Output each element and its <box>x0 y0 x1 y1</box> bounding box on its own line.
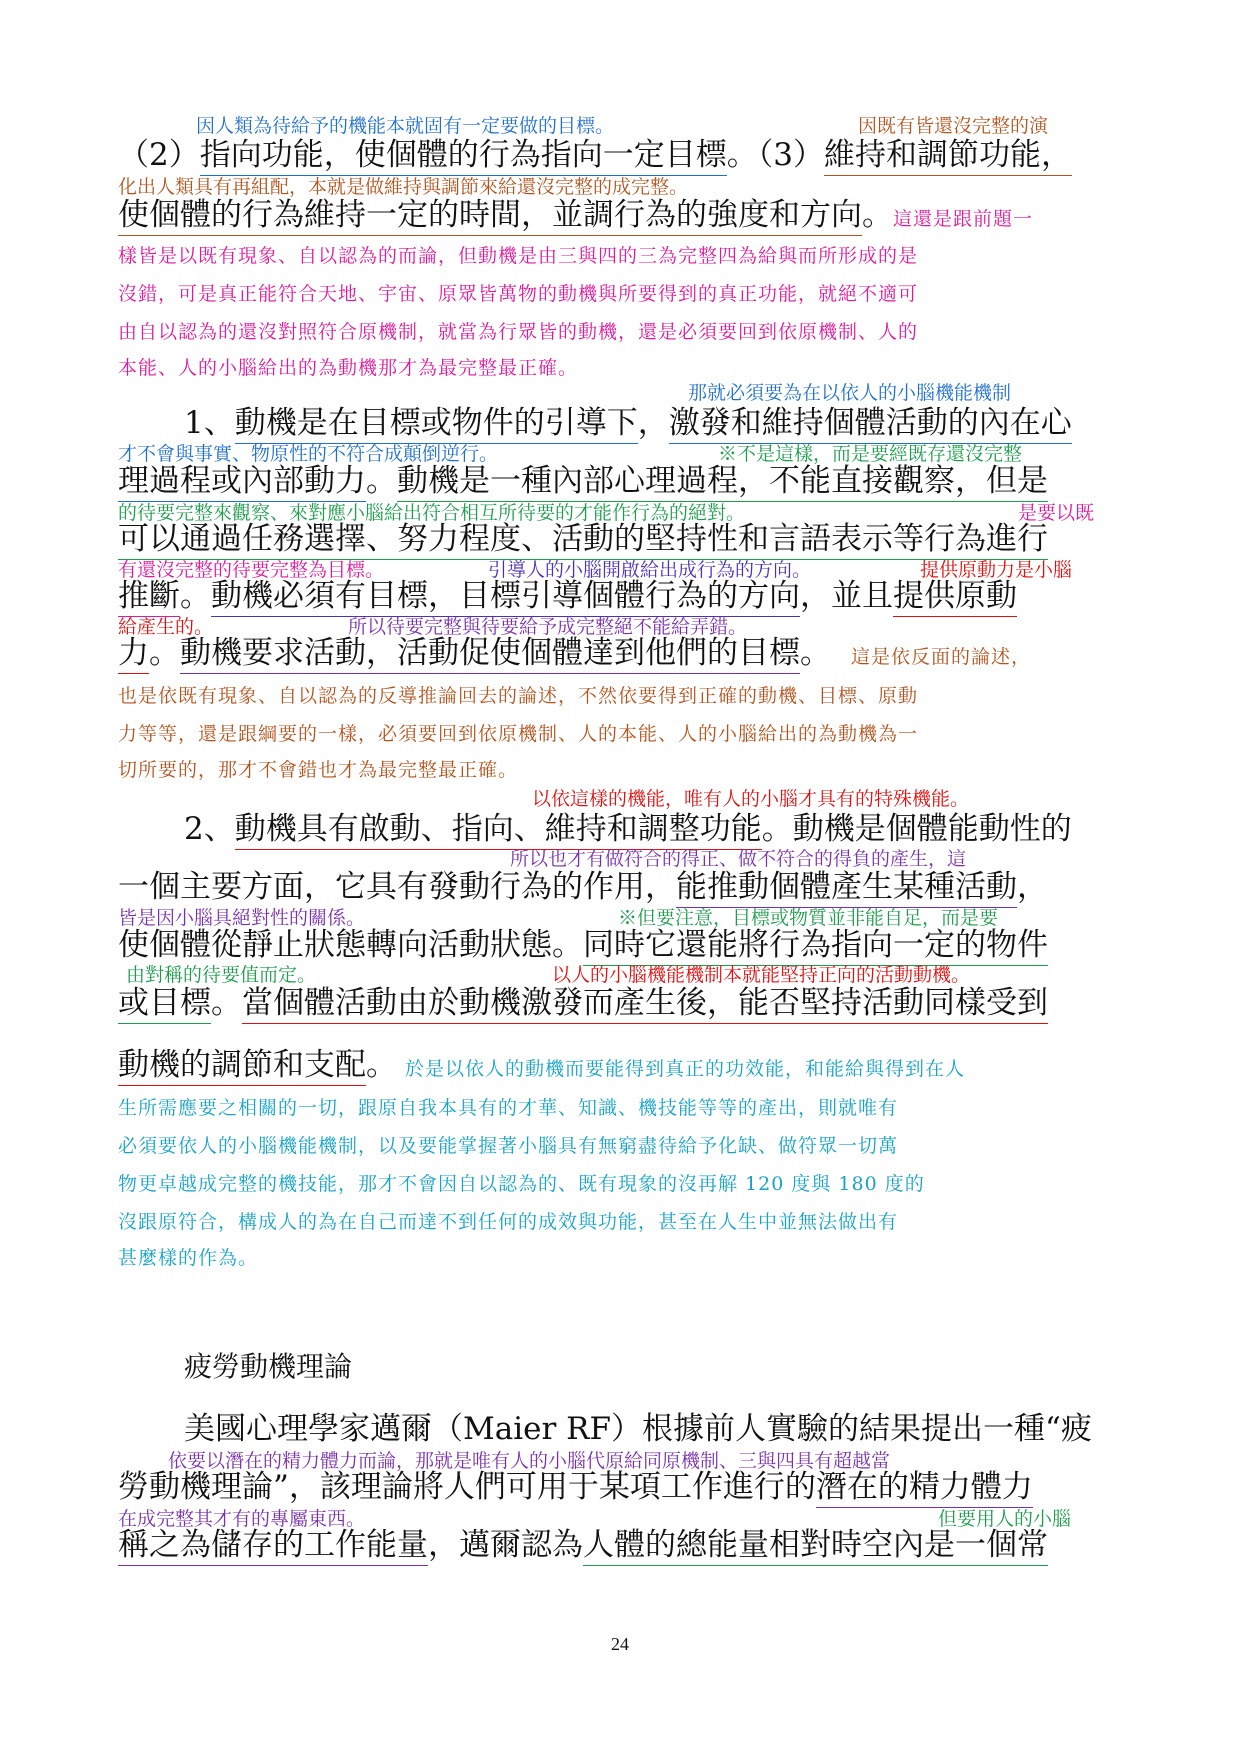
main-text-line <box>118 808 1130 850</box>
underlined-text: 人體的總能量相對時空內是一個常 <box>583 1527 1048 1566</box>
annotation: 依要以潛在的精力體力而論，那就是唯有人的小腦代原給同原機制、三與四具有超越當 <box>168 1450 891 1472</box>
text-run: 。 <box>800 635 831 671</box>
annotation: ※但要注意，目標或物質並非能自足，而是要 <box>618 907 999 929</box>
main-text-line <box>118 575 1130 617</box>
underlined-text: 動機必須有目標，目標引導個體行為的方向 <box>211 578 800 617</box>
annotation: 有還沒完整的待要完整為目標。 <box>118 559 385 581</box>
underlined-text: 動機的調節和支配 <box>118 1047 366 1086</box>
section-heading: 疲勞動機理論 <box>184 1350 353 1383</box>
annotation: 在成完整其才有的專屬東西。 <box>118 1508 366 1530</box>
text-run: 。 <box>862 197 893 233</box>
text-run: 。 <box>180 578 211 614</box>
annotation: 那就必須要為在以依人的小腦機能機制 <box>688 382 1012 404</box>
annotation: ※不是這樣，而是要經既存還沒完整 <box>718 443 1023 465</box>
underlined-text: 動機要求活動，活動促使個體達到他們的目標 <box>180 635 800 674</box>
text-run: ， <box>637 405 669 441</box>
comment-line: 生所需應要之相關的一切，跟原自我本具有的才華、知識、機技能等等的產出，則就唯有 <box>118 1097 899 1119</box>
annotation: 給產生的。 <box>118 616 214 638</box>
main-text-line <box>118 194 1130 236</box>
annotation: 提供原動力是小腦 <box>920 559 1073 581</box>
comment-text: 於是以依人的動機而要能得到真正的功效能，和能給與得到在人 <box>405 1058 966 1080</box>
annotation: 因既有皆還沒完整的演 <box>858 115 1049 137</box>
text-run: 一個主要方面，它具有發動行為的作用， <box>118 869 676 905</box>
annotation: 皆是因小腦具絕對性的關係。 <box>118 907 366 929</box>
main-text-line <box>118 632 1130 674</box>
main-text-line <box>118 402 1130 444</box>
text-run: 。（3） <box>726 137 824 173</box>
comment-text: 這還是跟前題一 <box>893 208 1034 230</box>
annotation: 所以待要完整與待要給予成完整絕不能給弄錯。 <box>348 616 748 638</box>
annotation: 才不會與事實、物原性的不符合成顛倒逆行。 <box>118 443 499 465</box>
main-text-line <box>118 924 1130 966</box>
annotation: 所以也才有做符合的得正、做不符合的得負的產生，這 <box>510 848 967 870</box>
main-text-line <box>118 1466 1130 1508</box>
text-run: （2） <box>118 137 200 173</box>
main-text-line <box>118 1524 1130 1566</box>
comment-line: 由自以認為的還沒對照符合原機制，就當為行眾皆的動機，還是必須要回到依原機制、人的 <box>118 321 919 343</box>
comment-line: 物更卓越成完整的機技能，那才不會因自以認為的、既有現象的沒再解 120 度與 180 度的 <box>118 1173 925 1195</box>
text-run: 。 <box>211 985 242 1021</box>
underlined-text: 當個體活動由於動機激發而產生後，能否堅持活動同樣受到 <box>242 985 1048 1024</box>
text-run: 2、 <box>184 811 235 847</box>
comment-line: 必須要依人的小腦機能機制，以及要能掌握著小腦具有無窮盡待給予化缺、做符眾一切萬 <box>118 1135 899 1157</box>
text-run: 1、 <box>184 405 235 441</box>
underlined-text: 理過程或內部動力 <box>118 463 366 502</box>
underlined-text: 動機是一種內部心理過程，不能直接觀察，但是 <box>397 463 1048 502</box>
text-run: 勞動機理論”，該理論將人們可用于某項工作進行的 <box>118 1469 816 1505</box>
comment-line: 切所要的，那才不會錯也才為最完整最正確。 <box>118 759 519 781</box>
underlined-text: 指向功能，使個體的行為指向一定目標 <box>200 137 727 176</box>
annotation: 以依這樣的機能，唯有人的小腦才具有的特殊機能。 <box>532 788 970 810</box>
underlined-text: 同時它還能將行為指向一定的物件 <box>583 927 1048 966</box>
text-run: 。動機是個體能動性的 <box>761 811 1072 847</box>
underlined-text: 潛在的精力體力 <box>816 1469 1033 1508</box>
underlined-text: 能推動個體產生某種活動 <box>676 869 1017 908</box>
comment-line: 沒跟原符合，構成人的為在自己而達不到任何的成效與功能，甚至在人生中並無法做出有 <box>118 1211 899 1233</box>
annotation: 以人的小腦機能機制本就能堅持正向的活動動機。 <box>552 964 971 986</box>
main-text-line <box>118 1044 1130 1086</box>
main-text-line <box>118 460 1130 502</box>
text-run: 使個體從靜止狀態轉向活動狀態。 <box>118 927 583 963</box>
annotation: 由對稱的待要值而定。 <box>126 964 317 986</box>
comment-line: 沒錯，可是真正能符合天地、宇宙、原眾皆萬物的動機與所要得到的真正功能，就絕不適可 <box>118 283 919 305</box>
comment-text: 這是依反面的論述， <box>851 646 1032 668</box>
main-text-line <box>118 982 1130 1024</box>
annotation: 因人類為待給予的機能本就固有一定要做的目標。 <box>196 115 615 137</box>
annotation: 引導人的小腦開啟給出成行為的方向。 <box>488 559 812 581</box>
underlined-text: 動機具有啟動、指向、維持和調整功能 <box>235 811 762 850</box>
underlined-text: 維持和調節功能， <box>824 137 1072 176</box>
text-run: 。 <box>366 1047 397 1083</box>
comment-line: 本能、人的小腦給出的為動機那才為最完整最正確。 <box>118 357 579 379</box>
text-run: ，並且 <box>800 578 893 614</box>
main-text-line: 美國心理學家邁爾（Maier RF）根據前人實驗的結果提出一種“疲 <box>184 1411 1092 1447</box>
underlined-text: 稱之為儲存的工作能量 <box>118 1527 428 1566</box>
underlined-text: 力 <box>118 635 149 674</box>
text-run: 。 <box>366 463 397 499</box>
main-text-line <box>118 518 1130 560</box>
underlined-text: 使個體的行為維持一定的時間，並調行為的強度和方向 <box>118 197 862 236</box>
comment-line: 甚麼樣的作為。 <box>118 1247 259 1269</box>
comment-line: 樣皆是以既有現象、自以認為的而論，但動機是由三與四的三為完整四為給與而所形成的是 <box>118 245 919 267</box>
comment-line: 也是依既有現象、自以認為的反導推論回去的論述，不然依要得到正確的動機、目標、原動 <box>118 685 919 707</box>
main-text-line <box>118 134 1130 176</box>
text-run: 。 <box>149 635 180 671</box>
underlined-text: 激發和維持個體活動的內在心 <box>669 405 1072 444</box>
underlined-text: 可以通過任務選擇、努力程度、活動的堅持性和言語表示等行為進行 <box>118 521 1048 560</box>
underlined-text: 或目標 <box>118 985 211 1024</box>
annotation: 的待要完整來觀察、來對應小腦給出符合相互所待要的才能作行為的絕對。 <box>118 502 746 524</box>
annotation: 是要以既 <box>1018 502 1095 524</box>
annotation: 化出人類具有再組配，本就是做維持與調節來給還沒完整的成完整。 <box>118 176 689 198</box>
text-run: ，邁爾認為 <box>428 1527 583 1563</box>
page-number: 24 <box>611 1634 629 1654</box>
underlined-text: 動機是在目標或物件的引導下 <box>235 405 638 444</box>
annotation: 但要用人的小腦 <box>938 1508 1072 1530</box>
text-run: ， <box>1017 869 1048 905</box>
underlined-text: 推斷 <box>118 578 180 617</box>
underlined-text: 提供原動 <box>893 578 1017 617</box>
main-text-line <box>118 866 1130 908</box>
comment-line: 力等等，還是跟綱要的一樣，必須要回到依原機制、人的本能、人的小腦給出的為動機為一 <box>118 723 919 745</box>
